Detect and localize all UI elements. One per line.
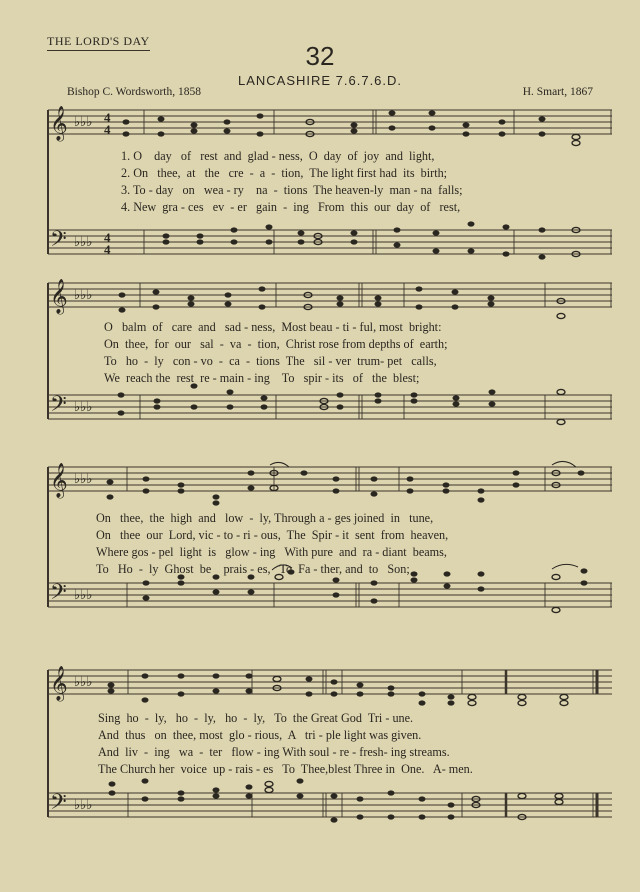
- svg-text:𝄞: 𝄞: [50, 666, 68, 701]
- composer-attribution: H. Smart, 1867: [522, 86, 593, 98]
- verse-4-line-2: We reach the rest re - main - ing To spir - its of the blest;: [104, 371, 420, 385]
- tune-name-meter: LANCASHIRE 7.6.7.6.D.: [237, 73, 403, 88]
- svg-text:4: 4: [104, 110, 111, 125]
- music-system-1: [44, 100, 614, 270]
- verse-2-line-3: On thee our Lord, vic - to - ri - ous, The Spir - it sent from heaven,: [96, 528, 449, 542]
- svg-text:4: 4: [104, 230, 111, 245]
- svg-text:𝄞: 𝄞: [50, 279, 68, 314]
- svg-text:♭♭♭: ♭♭♭: [74, 235, 93, 250]
- svg-text:𝄞: 𝄞: [50, 463, 68, 498]
- svg-text:𝄞: 𝄞: [50, 106, 68, 141]
- music-system-2: [44, 277, 614, 442]
- author-attribution: Bishop C. Wordsworth, 1858: [67, 86, 201, 98]
- svg-text:♭♭♭: ♭♭♭: [74, 675, 93, 690]
- svg-text:♭♭♭: ♭♭♭: [74, 798, 93, 813]
- verse-1-line-1: 1. O day of rest and glad - ness, O day of joy and light,: [121, 149, 435, 163]
- svg-text:4: 4: [104, 242, 111, 257]
- verse-1-line-4: Sing ho - ly, ho - ly, ho - ly, To the Great God Tri - une.: [98, 711, 414, 725]
- verse-3-line-4: And liv - ing wa - ter flow - ing With soul - re - fresh- ing streams.: [98, 745, 450, 759]
- svg-text:4: 4: [104, 122, 111, 137]
- verse-1-line-3: On thee, the high and low - ly, Through a - ges joined in tune,: [96, 511, 434, 525]
- verse-3-line-2: To ho - ly con - vo - ca - tions The sil - ver trum- pet calls,: [104, 354, 437, 368]
- svg-text:♭♭♭: ♭♭♭: [74, 115, 93, 130]
- svg-text:♭♭♭: ♭♭♭: [74, 472, 93, 487]
- svg-text:𝄢: 𝄢: [50, 790, 67, 820]
- svg-text:𝄢: 𝄢: [50, 392, 67, 422]
- verse-1-line-2: O balm of care and sad - ness, Most beau - ti - ful, most bright:: [104, 320, 442, 334]
- verse-4-line-1: 4. New gra - ces ev - er gain - ing From this our day of rest,: [121, 200, 461, 214]
- verse-3-line-3: Where gos - pel light is glow - ing With pure and ra - diant beams,: [96, 545, 447, 559]
- svg-text:♭♭♭: ♭♭♭: [74, 288, 93, 303]
- svg-text:𝄢: 𝄢: [50, 227, 67, 257]
- verse-3-line-1: 3. To - day on wea - ry na - tions The heaven-ly man - na falls;: [121, 183, 463, 197]
- svg-text:♭♭♭: ♭♭♭: [74, 400, 93, 415]
- section-title: THE LORD'S DAY: [47, 34, 150, 51]
- verse-4-line-3: To Ho - ly Ghost be prais - es, To Fa - ther, and to Son;: [96, 562, 410, 576]
- verse-2-line-2: On thee, for our sal - va - tion, Christ rose from depths of earth;: [104, 337, 448, 351]
- verse-4-line-4-amen: The Church her voice up - rais - es To Thee,blest Three in One. A- men.: [98, 762, 473, 776]
- svg-text:𝄢: 𝄢: [50, 580, 67, 610]
- music-system-4: [44, 660, 614, 825]
- verse-2-line-4: And thus on thee, most glo - rious, A tri - ple light was given.: [98, 728, 422, 742]
- music-system-3: [44, 455, 614, 620]
- hymn-number: 32: [305, 41, 335, 71]
- verse-2-line-1: 2. On thee, at the cre - a - tion, The light first had its birth;: [121, 166, 448, 180]
- svg-text:♭♭♭: ♭♭♭: [74, 588, 93, 603]
